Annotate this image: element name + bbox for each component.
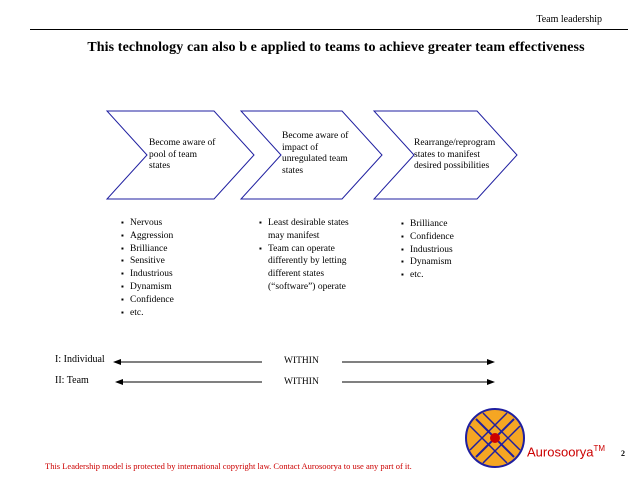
stage-1-text [149,138,234,173]
list-item: ▪ Aggression [121,230,231,243]
stage-2-line: unregulated team [282,154,348,164]
list-item: ▪ Dynamism [121,281,231,294]
list-item: ▪ Confidence [121,294,231,307]
row-label-individual: I: Individual [55,354,105,365]
stage-2-text [282,131,367,177]
team-arrow-right [342,379,495,385]
stage-1-line: Become aware of [149,138,216,148]
list-item: ▪ etc. [401,269,511,282]
list-item: ▪ etc. [121,307,231,320]
stage-1-bullets [121,217,231,319]
list-item: ▪ Team can operate differently by letting different states (“software”) operate [259,243,351,294]
page-number: 2 [621,449,625,458]
stage-2-line: impact of [282,142,319,153]
stage-3-bullets [401,218,511,282]
brand-text: Aurosoorya [527,444,594,460]
list-item: ▪ Confidence [401,231,511,244]
list-item: ▪ Dynamism [401,256,511,269]
list-item: ▪ Industrious [121,268,231,281]
list-item: ▪ Sensitive [121,255,231,268]
stage-3-line: Rearrange/reprogram [414,138,496,148]
stage-3-text [414,138,514,173]
stage-1-line: pool of team [149,149,198,160]
list-item: ▪ Least desirable states may manifest [259,217,351,243]
individual-arrow-right [342,359,495,365]
copyright-notice: This Leadership model is protected by international copyright law. Contact Aurosoorya to use any part of it. [45,461,412,471]
aurosoorya-logo [466,409,524,467]
list-item: ▪ Nervous [121,217,231,230]
header-label: Team leadership [536,14,602,25]
stage-3-line: desired possibilities [414,161,490,171]
stage-2-line: Become aware of [282,131,349,141]
within-label-individual: WITHIN [284,356,319,366]
row-label-team: II: Team [55,375,89,386]
team-arrow-left [115,379,262,385]
slide-title: This technology can also b e applied to teams to achieve greater team effectiveness [87,40,585,55]
list-item: ▪ Brilliance [401,218,511,231]
within-label-team: WITHIN [284,377,319,387]
stage-3-line: states to manifest [414,149,480,160]
list-item: ▪ Brilliance [121,243,231,256]
brand-name [527,444,605,459]
list-item: ▪ Industrious [401,244,511,257]
stage-2-line: states [282,165,304,176]
stage-2-bullets [259,217,351,294]
individual-arrow-left [113,359,262,365]
stage-1-line: states [149,161,171,171]
trademark-mark: TM [593,444,606,453]
